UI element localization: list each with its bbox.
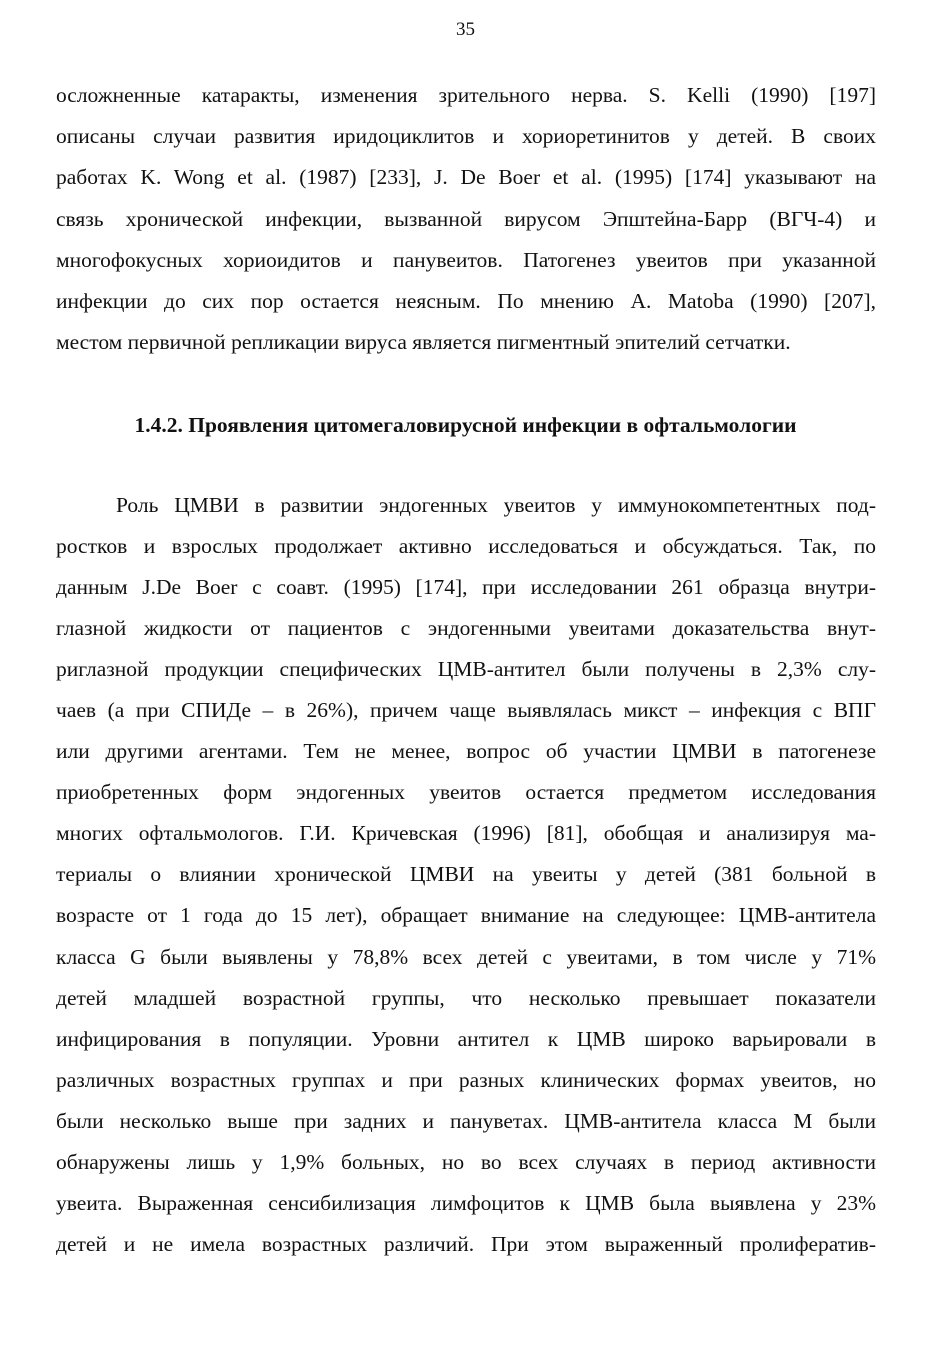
paragraph-2	[56, 490, 876, 1270]
paragraph-line: обнаружены лишь у 1,9% больных, но во всех случаях в период активности	[56, 1149, 876, 1174]
paragraph-line: приобретенных форм эндогенных увеитов остается предметом исследования	[56, 780, 876, 805]
paragraph-1	[56, 80, 876, 368]
paragraph-line: класса G были выявлены у 78,8% всех детей с увеитами, в том числе у 71%	[56, 944, 876, 969]
paragraph-line: осложненные катаракты, изменения зрительного нерва. S. Kelli (1990) [197]	[56, 83, 876, 107]
paragraph-line: чаев (а при СПИДе – в 26%), причем чаще выявлялась микст – инфекция с ВПГ	[56, 698, 876, 723]
paragraph-line: териалы о влиянии хронической ЦМВИ на увеиты у детей (381 больной в	[56, 862, 876, 887]
paragraph-line: инфицирования в популяции. Уровни антител к ЦМВ широко варьировали в	[56, 1026, 876, 1051]
paragraph-line: многофокусных хориоидитов и панувеитов. Патогенез увеитов при указанной	[56, 247, 876, 272]
paragraph-line: глазной жидкости от пациентов с эндогенными увеитами доказательства внут-	[56, 616, 876, 641]
paragraph-line: возрасте от 1 года до 15 лет), обращает внимание на следующее: ЦМВ-антитела	[56, 903, 876, 928]
paragraph-line: описаны случаи развития иридоциклитов и хориоретинитов у детей. В своих	[56, 124, 876, 149]
paragraph-line: связь хронической инфекции, вызванной вирусом Эпштейна-Барр (ВГЧ-4) и	[56, 206, 876, 231]
paragraph-line: различных возрастных группах и при разных клинических формах увеитов, но	[56, 1067, 876, 1092]
paragraph-line: данным J.De Boer с соавт. (1995) [174], при исследовании 261 образца внутри-	[56, 575, 876, 600]
paragraph-line: риглазной продукции специфических ЦМВ-антител были получены в 2,3% слу-	[56, 657, 876, 682]
page-number: 35	[456, 19, 475, 40]
paragraph-line: детей и не имела возрастных различий. При этом выраженный пролифератив-	[56, 1231, 876, 1256]
paragraph-line: были несколько выше при задних и пануветах. ЦМВ-антитела класса М были	[56, 1108, 876, 1133]
paragraph-line: детей младшей возрастной группы, что несколько превышает показатели	[56, 985, 876, 1010]
paragraph-line: Роль ЦМВИ в развитии эндогенных увеитов у иммунокомпетентных под-	[116, 493, 876, 517]
paragraph-line: местом первичной репликации вируса является пигментный эпителий сетчатки.	[56, 330, 791, 355]
section-heading: 1.4.2. Проявления цитомегаловирусной инфекции в офтальмологии	[134, 413, 797, 437]
paragraph-line: работах K. Wong et al. (1987) [233], J. De Boer et al. (1995) [174] указывают на	[56, 165, 876, 190]
paragraph-line: ростков и взрослых продолжает активно исследоваться и обсуждаться. Так, по	[56, 534, 876, 559]
paragraph-line: или другими агентами. Тем не менее, вопрос об участии ЦМВИ в патогенезе	[56, 739, 876, 764]
paragraph-line: увеита. Выраженная сенсибилизация лимфоцитов к ЦМВ была выявлена у 23%	[56, 1190, 876, 1215]
paragraph-line: многих офтальмологов. Г.И. Кричевская (1996) [81], обобщая и анализируя ма-	[56, 821, 876, 846]
paragraph-line: инфекции до сих пор остается неясным. По мнению A. Matoba (1990) [207],	[56, 288, 876, 313]
